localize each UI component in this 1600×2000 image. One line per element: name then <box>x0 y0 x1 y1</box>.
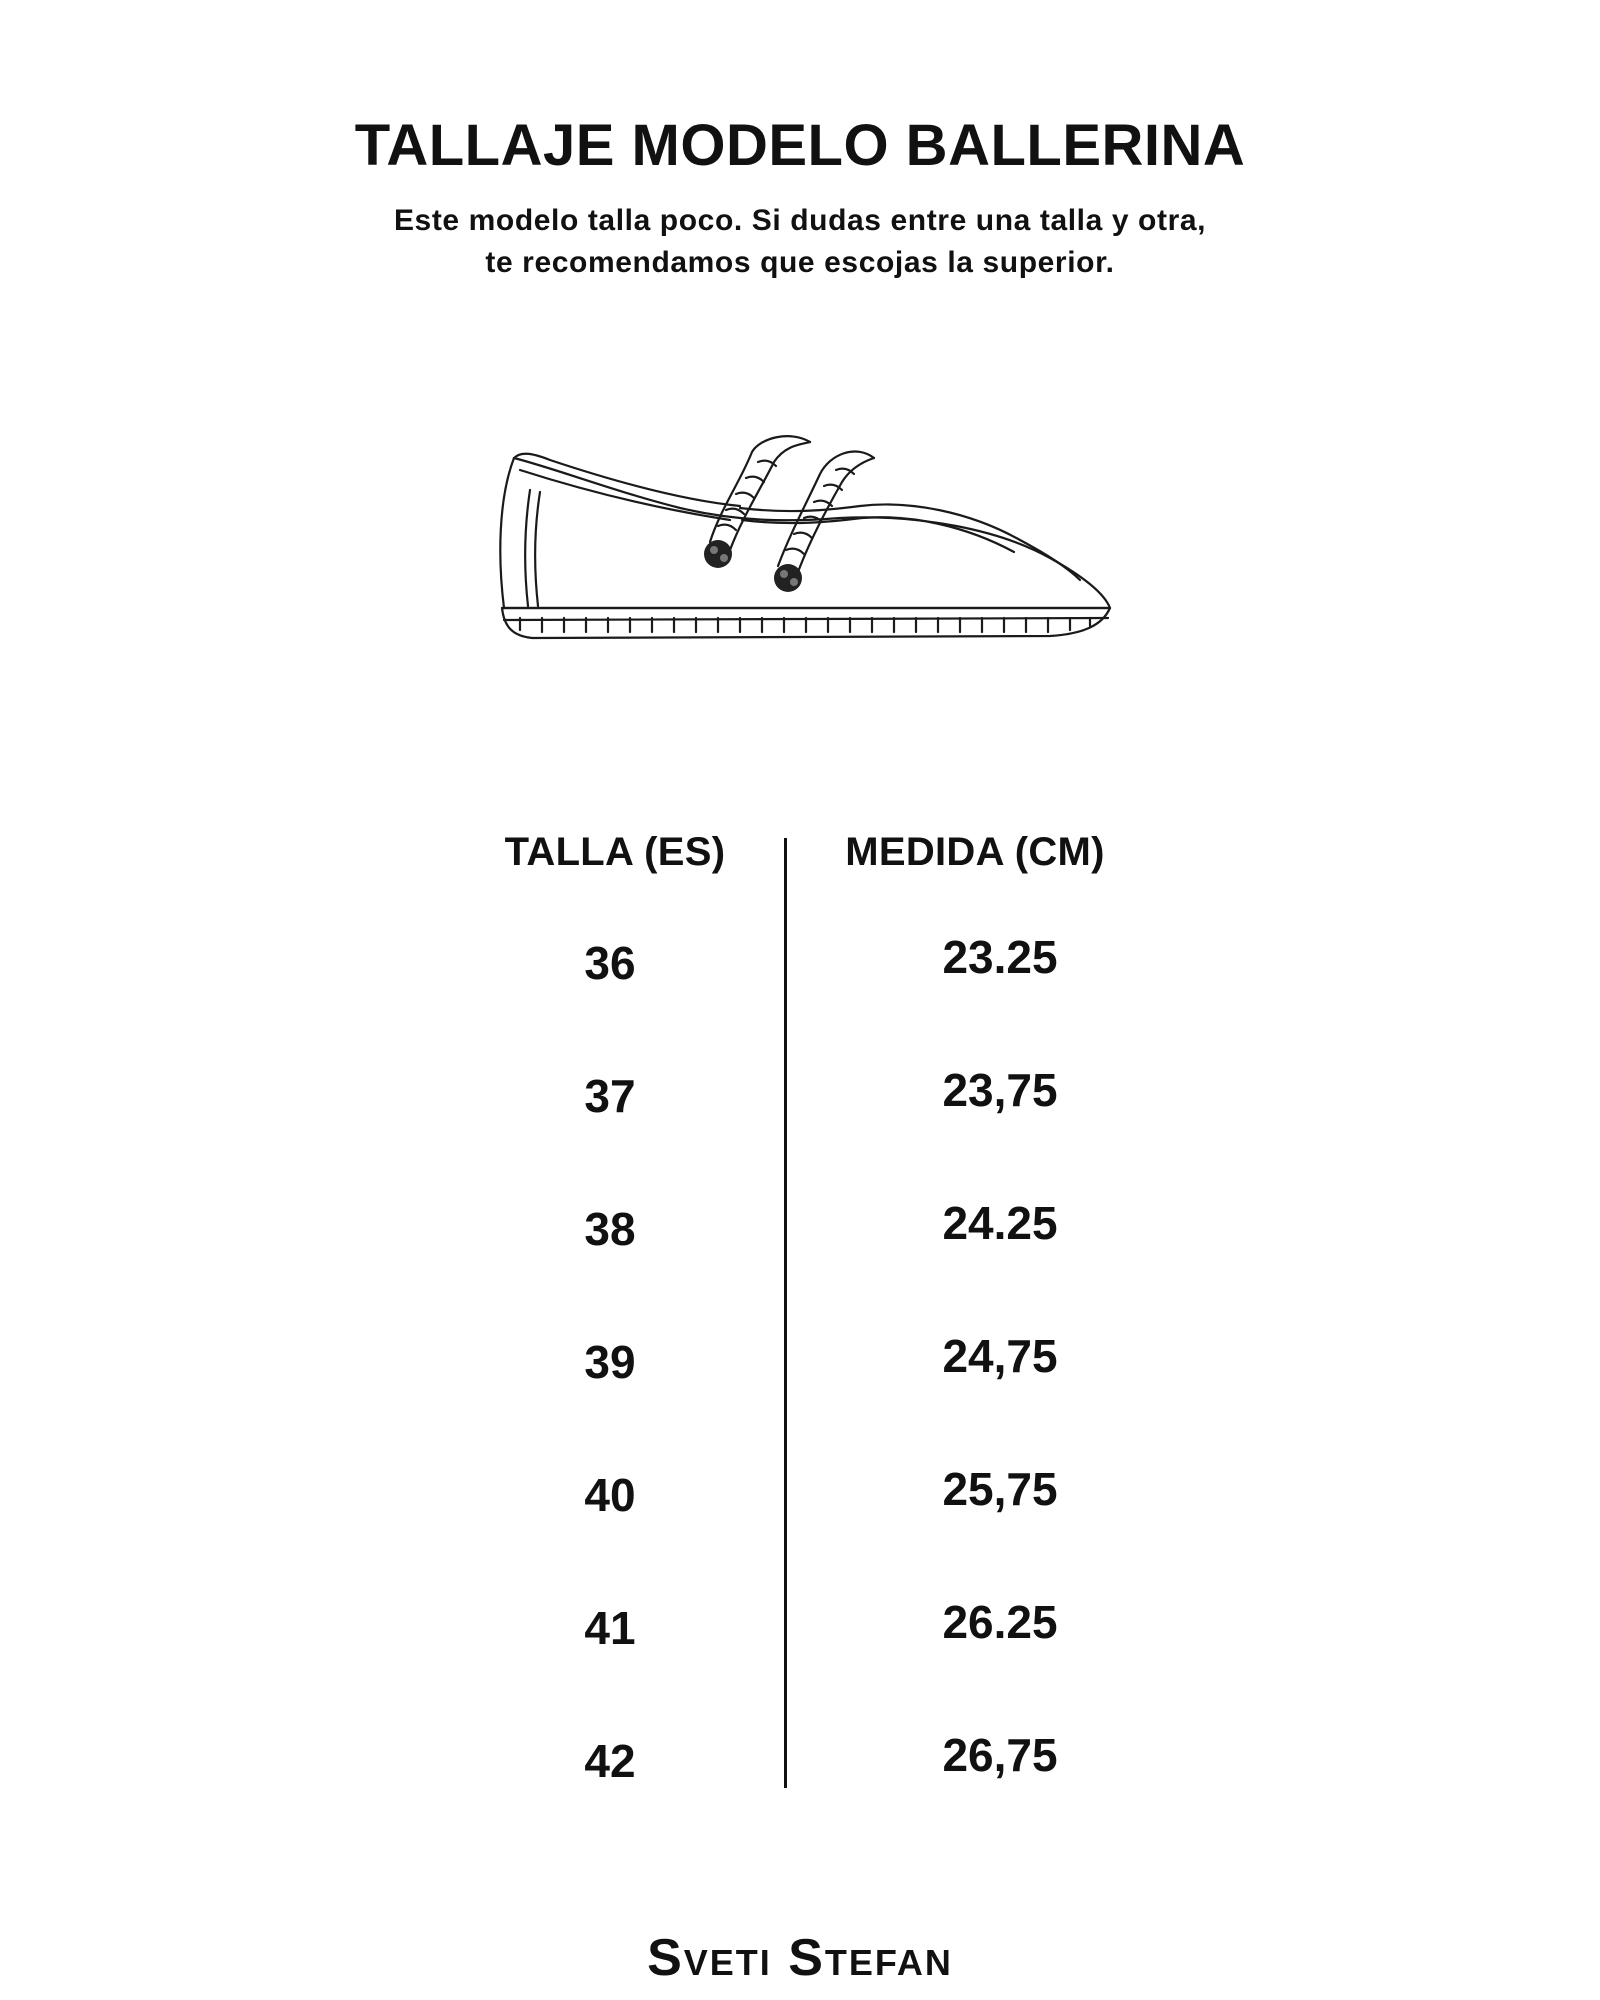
size-value: 39 <box>584 1336 636 1388</box>
page-title: TALLAJE MODELO BALLERINA <box>354 113 1246 178</box>
sizing-note-line-1: Este modelo talla poco. Si dudas entre una talla y otra, <box>393 204 1207 237</box>
size-value: 36 <box>584 937 636 989</box>
table-row <box>0 1196 1600 1329</box>
column-header-size: TALLA (ES) <box>504 830 726 874</box>
column-header-measure: MEDIDA (CM) <box>845 830 1105 874</box>
measure-value: 25,75 <box>942 1463 1058 1515</box>
brand-logo: Sveti Stefan <box>647 1929 953 1987</box>
size-value: 38 <box>584 1203 636 1255</box>
measure-value: 23.25 <box>942 931 1058 983</box>
measure-value: 24,75 <box>942 1330 1058 1382</box>
size-value: 42 <box>584 1735 636 1787</box>
size-value: 40 <box>584 1469 636 1521</box>
sizing-note <box>0 200 1600 284</box>
table-row <box>0 930 1600 1063</box>
table-row <box>0 1462 1600 1595</box>
measure-value: 23,75 <box>942 1064 1058 1116</box>
table-row <box>0 1595 1600 1728</box>
table-row <box>0 1329 1600 1462</box>
measure-value: 26,75 <box>942 1729 1058 1781</box>
measure-value: 24.25 <box>942 1197 1058 1249</box>
measure-value: 26.25 <box>942 1596 1058 1648</box>
ballerina-shoe-icon <box>490 430 1130 670</box>
size-value: 41 <box>584 1602 636 1654</box>
table-row <box>0 1728 1600 1861</box>
table-row <box>0 1063 1600 1196</box>
size-table <box>0 930 1600 1861</box>
sizing-note-line-2: te recomendamos que escojas la superior. <box>485 246 1115 279</box>
size-value: 37 <box>584 1070 636 1122</box>
